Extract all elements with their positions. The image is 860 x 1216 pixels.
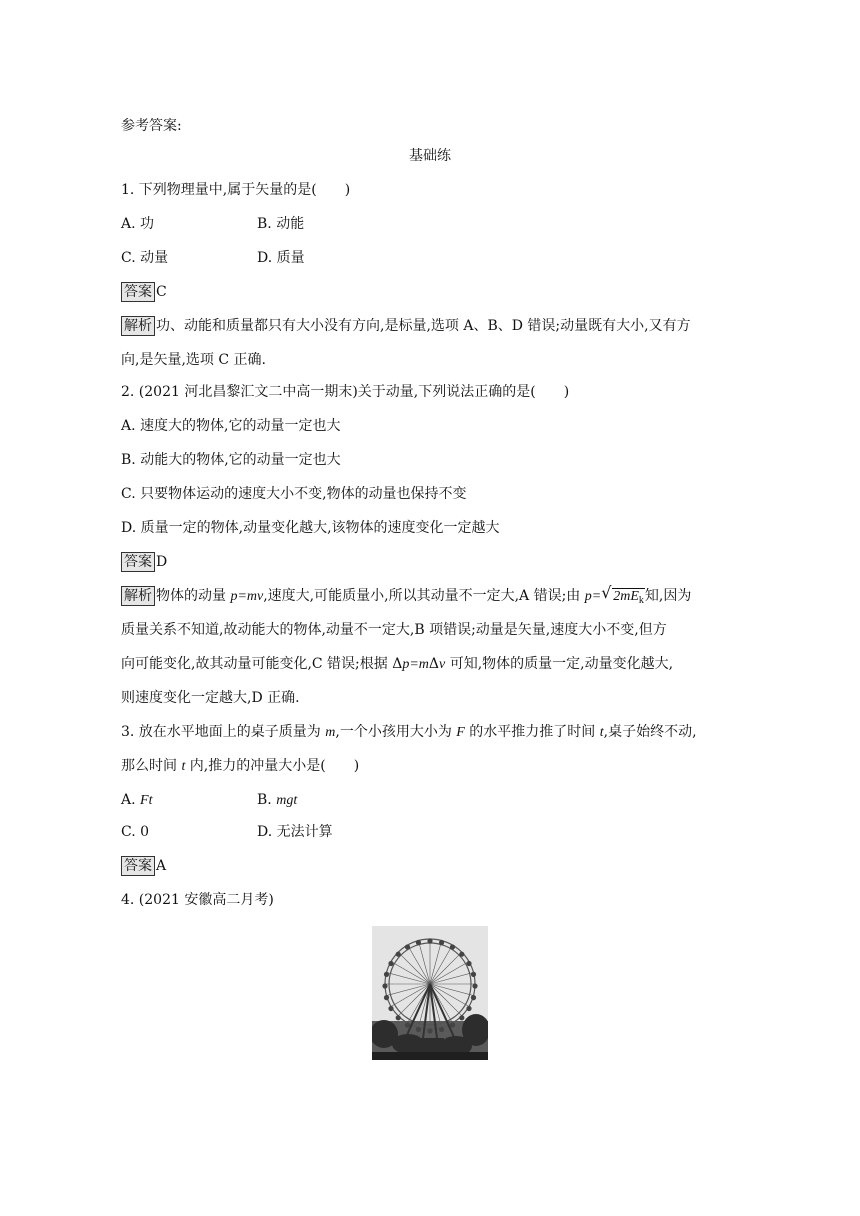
q2-stem: 2. (2021 河北昌黎汇文二中高一期末)关于动量,下列说法正确的是( ) — [121, 384, 570, 400]
q3-stem-text: ,一个小孩用大小为 — [335, 724, 457, 740]
option-prefix: B. — [257, 792, 277, 808]
q1-option-d: D. 质量 — [257, 250, 305, 266]
wheel-cabin — [450, 1022, 455, 1027]
answer-ref-heading: 参考答案: — [121, 118, 182, 134]
ferris-wheel-photo — [372, 926, 488, 1060]
wheel-cabin — [450, 944, 455, 949]
q3-stem-text: 3. 放在水平地面上的桌子质量为 — [121, 724, 326, 740]
q2-analysis-text: ,速度大,可能质量小,所以其动量不一定大,A 错误;由 — [263, 588, 585, 604]
q3-answer: A — [156, 858, 167, 874]
option-prefix: A. — [121, 792, 141, 808]
wheel-cabin — [471, 995, 476, 1000]
formula-subscript: k — [638, 595, 644, 606]
q1-answer-line — [121, 282, 167, 302]
wheel-cabin — [416, 1027, 421, 1032]
wheel-cabin — [405, 1022, 410, 1027]
ferris-wheel-illustration — [372, 926, 488, 1060]
formula-p: p= — [584, 589, 602, 604]
q2-analysis-text: Δ — [428, 656, 440, 672]
radical-sign: √ — [601, 583, 612, 602]
q4-stem: 4. (2021 安徽高二月考) — [121, 892, 274, 908]
wheel-cabin — [388, 1006, 393, 1011]
wheel-cabin — [384, 995, 389, 1000]
wheel-cabin — [472, 983, 477, 988]
q3-option-b — [257, 790, 297, 811]
wheel-cabin — [459, 1015, 464, 1020]
q2-analysis-text: 知,因为 — [644, 588, 692, 604]
q1-analysis-text-1: 功、动能和质量都只有大小没有方向,是标量,选项 A、B、D 错误;动量既有大小,又有方 — [156, 318, 691, 334]
q2-analysis-text: 物体的动量 — [156, 588, 231, 604]
q2-option-a: A. 速度大的物体,它的动量一定也大 — [121, 418, 341, 434]
formula-radicand: 2mE — [613, 589, 639, 604]
q2-option-b: B. 动能大的物体,它的动量一定也大 — [121, 452, 341, 468]
q3-option-d: D. 无法计算 — [257, 824, 333, 840]
wheel-cabin — [382, 983, 387, 988]
q1-analysis-line-1 — [121, 316, 691, 336]
var-t: t — [599, 725, 604, 740]
wheel-cabin — [466, 1006, 471, 1011]
q2-analysis-line-2: 质量关系不知道,故动能大的物体,动量不一定大,B 项错误;动量是矢量,速度大小不变,但方 — [121, 622, 667, 638]
wheel-cabin — [388, 961, 393, 966]
q2-analysis-line-1 — [121, 583, 692, 611]
wheel-cabin — [427, 1028, 432, 1033]
q2-answer-line — [121, 552, 167, 572]
wheel-cabin — [459, 952, 464, 957]
q3-option-c: C. 0 — [121, 824, 150, 840]
q2-option-c: C. 只要物体运动的速度大小不变,物体的动量也保持不变 — [121, 486, 467, 502]
analysis-tag: 解析 — [121, 316, 155, 336]
wheel-cabin — [471, 972, 476, 977]
q2-analysis-line-3 — [121, 654, 673, 675]
q2-answer: D — [156, 554, 168, 570]
wheel-cabin — [466, 961, 471, 966]
formula-momentum: p=mv — [230, 589, 264, 604]
var-F: F — [456, 725, 465, 740]
formula-delta-p: p=m — [402, 657, 429, 672]
section-title: 基础练 — [409, 148, 451, 164]
q1-option-c: C. 动量 — [121, 250, 169, 266]
q1-option-b: B. 动能 — [257, 216, 305, 232]
var-m: m — [325, 725, 336, 740]
q2-analysis-text: 可知,物体的质量一定,动量变化越大, — [445, 656, 674, 672]
answer-tag: 答案 — [121, 552, 155, 572]
q2-analysis-line-4: 则速度变化一定越大,D 正确. — [121, 690, 300, 706]
q3-stem-text: ,桌子始终不动, — [603, 724, 697, 740]
q1-answer: C — [156, 284, 167, 300]
option-value: mgt — [276, 793, 298, 808]
wheel-cabin — [405, 944, 410, 949]
wheel-cabin — [439, 1027, 444, 1032]
q1-analysis-line-2: 向,是矢量,选项 C 正确. — [121, 352, 266, 368]
q3-stem-line-2 — [121, 756, 359, 777]
formula-v: v — [439, 657, 446, 672]
wheel-cabin — [439, 940, 444, 945]
var-t: t — [181, 759, 186, 774]
wheel-cabin — [384, 972, 389, 977]
option-value: Ft — [140, 793, 153, 808]
q3-stem-line-1 — [121, 722, 697, 743]
analysis-tag: 解析 — [121, 586, 155, 606]
q2-option-d: D. 质量一定的物体,动量变化越大,该物体的速度变化一定越大 — [121, 520, 500, 536]
answer-tag: 答案 — [121, 282, 155, 302]
wheel-cabin — [416, 940, 421, 945]
q3-stem-text: 内,推力的冲量大小是( ) — [185, 758, 360, 774]
q3-answer-line — [121, 856, 166, 876]
q3-option-a — [121, 790, 152, 811]
wheel-cabin — [427, 938, 432, 943]
wheel-cabin — [396, 1015, 401, 1020]
wheel-cabin — [396, 952, 401, 957]
q1-option-a: A. 功 — [121, 216, 155, 232]
q2-analysis-text: 向可能变化,故其动量可能变化,C 错误;根据 Δ — [121, 656, 403, 672]
q1-stem: 1. 下列物理量中,属于矢量的是( ) — [121, 182, 351, 198]
q3-stem-text: 的水平推力推了时间 — [464, 724, 600, 740]
q3-stem-text: 那么时间 — [121, 758, 182, 774]
answer-tag: 答案 — [121, 856, 155, 876]
sqrt-formula — [601, 583, 645, 611]
